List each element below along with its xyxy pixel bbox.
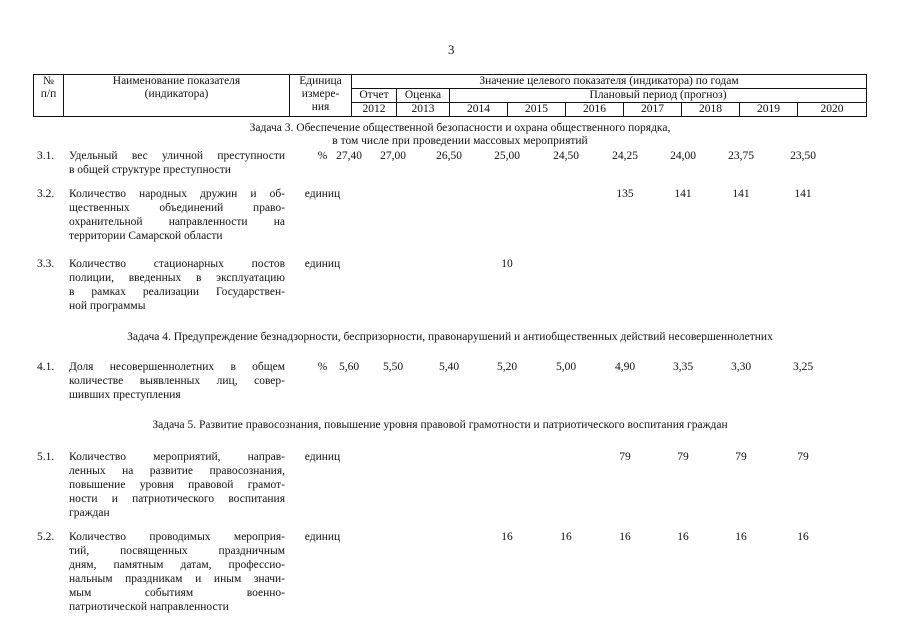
indicator-unit: % [317, 150, 328, 162]
row-number: 4.1. [37, 361, 55, 373]
value-2019: 3,30 [730, 361, 752, 373]
value-2019: 79 [735, 451, 747, 463]
header-year: 2016 [566, 103, 624, 117]
header-unit-line: Единица [299, 75, 342, 87]
header-year: 2019 [740, 103, 798, 117]
indicator-name-line: повышение уровня правовой грамот- [69, 479, 285, 491]
task-4-heading: Задача 4. Предупреждение безнадзорности, беспризорности, правонарушений и антиобщественных действий несовершеннолетних [127, 331, 773, 343]
value-2019: 16 [735, 531, 747, 543]
indicator-name-line: тий, посвященных праздничным [69, 545, 285, 557]
value-2012: 5,60 [338, 361, 360, 373]
indicator-name-line: Количество мероприятий, направ- [69, 451, 285, 463]
indicator-name-line: охранительной направленности на [69, 216, 285, 228]
indicator-name-line: ленных на развитие правосознания, [69, 465, 285, 477]
indicator-name-line: патриотической направленности [69, 601, 229, 613]
indicator-name-line: нальным праздникам и иным значи- [69, 573, 285, 585]
header-unit-line: ния [311, 101, 330, 113]
header-num-line: № [43, 75, 54, 87]
value-2014: 26,50 [436, 150, 462, 162]
value-2018: 16 [677, 531, 689, 543]
value-2015: 10 [501, 258, 513, 270]
indicator-name-line: ной программы [69, 300, 146, 312]
value-2016: 5,00 [555, 361, 577, 373]
indicator-name-line: дням, памятным датам, профессио- [69, 559, 285, 571]
row-number: 3.2. [37, 188, 55, 200]
indicator-name-line: мым событиям военно- [69, 587, 285, 599]
value-2013: 27,00 [380, 150, 406, 162]
value-2017: 24,25 [612, 150, 638, 162]
row-number: 5.1. [37, 451, 55, 463]
value-2016: 16 [560, 531, 572, 543]
row-number: 3.1. [37, 150, 55, 162]
value-2014: 5,40 [438, 361, 460, 373]
value-2019: 141 [732, 188, 750, 200]
indicator-name [69, 530, 285, 614]
value-2015: 5,20 [496, 361, 518, 373]
indicator-name [69, 360, 285, 402]
header-unit-line: измере- [301, 88, 340, 100]
value-2015: 16 [501, 531, 513, 543]
value-2016: 24,50 [553, 150, 579, 162]
table-header [33, 74, 867, 117]
header-plan-period: Плановый период (прогноз) [450, 89, 867, 103]
indicator-name-line: Количество народных дружин и об- [69, 188, 285, 200]
task-5-heading: Задача 5. Развитие правосознания, повышение уровня правовой грамотности и патриотического воспитания граждан [152, 419, 728, 431]
value-2017: 16 [619, 531, 631, 543]
indicator-name-line: ности и патриотического воспитания [69, 493, 285, 505]
value-2020: 79 [797, 451, 809, 463]
value-2012: 27,40 [336, 150, 362, 162]
value-2020: 141 [794, 188, 812, 200]
task-3-heading [110, 122, 810, 148]
indicator-name [69, 450, 285, 520]
indicator-name-line: количестве выявленных лиц, совер- [69, 375, 285, 387]
indicator-name-line: Удельный вес уличной преступности [69, 150, 285, 162]
value-2017: 4,90 [614, 361, 636, 373]
indicator-unit: единиц [304, 258, 341, 270]
value-2020: 3,25 [792, 361, 814, 373]
value-2018: 141 [674, 188, 692, 200]
header-year: 2020 [798, 103, 867, 117]
indicator-name-line: Количество проводимых мероприя- [69, 531, 285, 543]
header-year: 2015 [508, 103, 566, 117]
task-3-line: Задача 3. Обеспечение общественной безопасности и охрана общественного порядка, [249, 122, 671, 134]
header-year: 2012 [352, 103, 397, 117]
indicator-name-line: полиции, введенных в эксплуатацию [69, 272, 285, 284]
header-unit-cell [290, 75, 352, 117]
value-2019: 23,75 [728, 150, 754, 162]
indicator-unit: единиц [304, 188, 341, 200]
value-2017: 79 [619, 451, 631, 463]
indicator-unit: % [317, 361, 328, 373]
indicator-unit: единиц [304, 451, 341, 463]
indicator-unit: единиц [304, 531, 341, 543]
header-year: 2017 [624, 103, 682, 117]
indicator-name-line: в рамках реализации Государствен- [69, 286, 285, 298]
page-number: 3 [448, 42, 455, 57]
indicator-name-line: в общей структуре преступности [69, 164, 231, 176]
header-estimate: Оценка [397, 89, 450, 103]
header-report: Отчет [352, 89, 397, 103]
indicator-name-line: граждан [69, 507, 110, 519]
indicator-name-line: Доля несовершеннолетних в общем [69, 361, 285, 373]
task-3-line: в том числе при проведении массовых мероприятий [332, 135, 588, 147]
header-year: 2014 [450, 103, 508, 117]
indicator-name-line: территории Самарской области [69, 230, 223, 242]
header-year: 2018 [682, 103, 740, 117]
row-number: 3.3. [37, 258, 55, 270]
indicator-name [69, 187, 285, 243]
value-2020: 23,50 [790, 150, 816, 162]
header-year: 2013 [397, 103, 450, 117]
indicator-name-line: щественных объединений право- [69, 202, 285, 214]
header-num-line: п/п [40, 88, 57, 100]
indicator-name [69, 149, 285, 177]
value-2015: 25,00 [494, 150, 520, 162]
value-2017: 135 [616, 188, 634, 200]
header-values-title: Значение целевого показателя (индикатора) по годам [352, 75, 867, 89]
header-name-line: Наименование показателя [112, 75, 241, 87]
header-name-cell [64, 75, 290, 117]
header-num-cell [34, 75, 64, 117]
value-2018: 79 [677, 451, 689, 463]
header-name-line: (индикатора) [144, 88, 209, 100]
value-2020: 16 [797, 531, 809, 543]
indicator-name-line: шивших преступления [69, 389, 181, 401]
indicator-name [69, 257, 285, 313]
indicator-name-line: Количество стационарных постов [69, 258, 285, 270]
value-2013: 5,50 [382, 361, 404, 373]
value-2018: 24,00 [670, 150, 696, 162]
value-2018: 3,35 [672, 361, 694, 373]
row-number: 5.2. [37, 531, 55, 543]
